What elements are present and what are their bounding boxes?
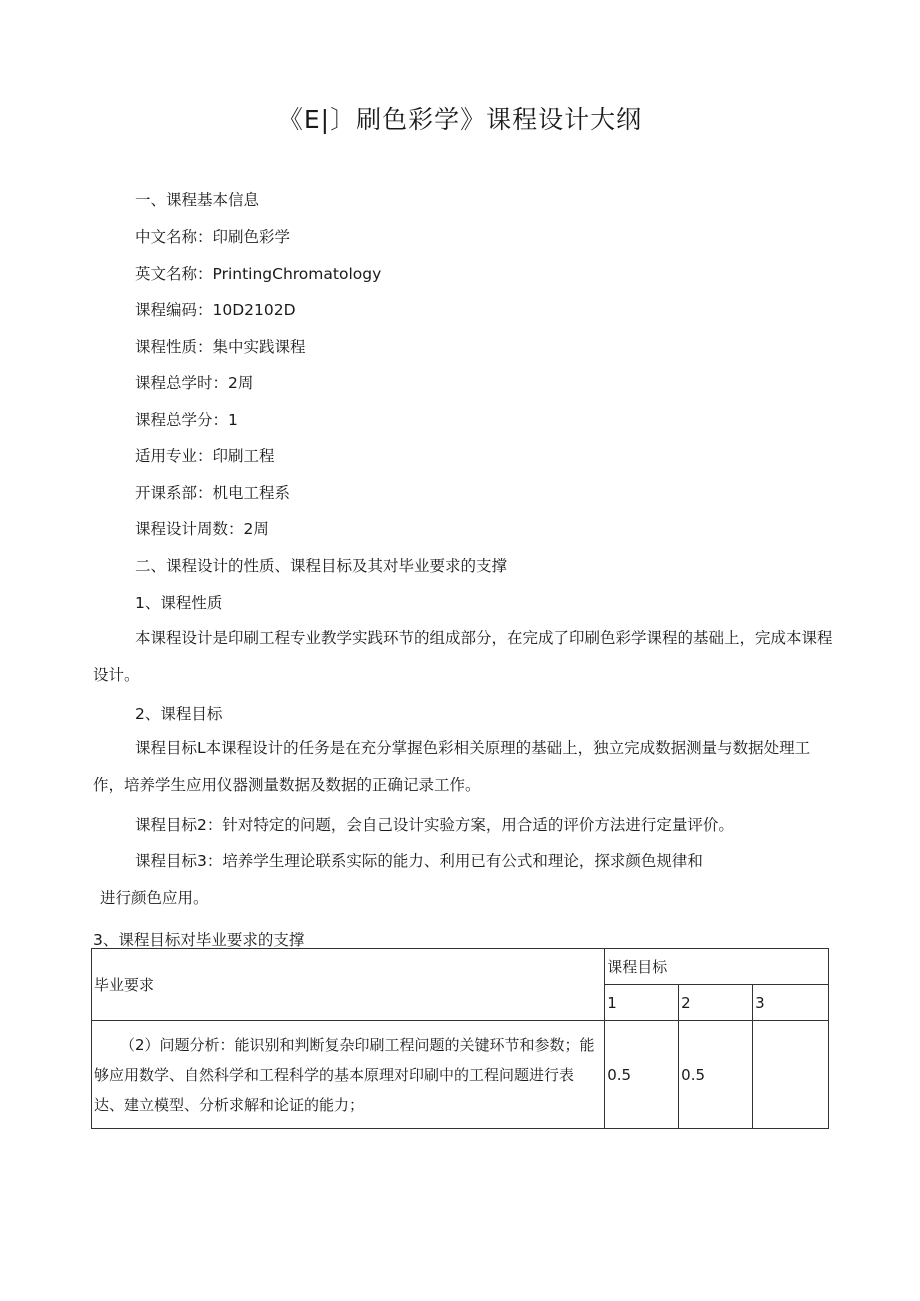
header-goal-2: 2 bbox=[679, 985, 753, 1021]
goal-1-value: 0.5 bbox=[605, 1021, 679, 1129]
goal3-continuation: 进行颜色应用。 bbox=[100, 889, 209, 907]
info-course-code: 课程编码：10D2102D bbox=[135, 301, 296, 319]
goal-3-value bbox=[753, 1021, 829, 1129]
header-requirement: 毕业要求 bbox=[92, 949, 605, 1021]
info-design-weeks: 课程设计周数：2周 bbox=[135, 520, 269, 538]
info-department: 开课系部：机电工程系 bbox=[135, 484, 291, 502]
subsection-nature: 1、课程性质 bbox=[135, 594, 223, 612]
section2-heading: 二、课程设计的性质、课程目标及其对毕业要求的支撑 bbox=[135, 557, 508, 575]
info-english-name: 英文名称：PrintingChromatology bbox=[135, 265, 382, 283]
support-table bbox=[91, 948, 829, 1129]
subsection-goals: 2、课程目标 bbox=[135, 705, 223, 723]
table-row bbox=[92, 1021, 829, 1129]
nature-paragraph: 本课程设计是印刷工程专业教学实践环节的组成部分，在完成了印刷色彩学课程的基础上，完成本课程设计。 bbox=[93, 629, 833, 684]
info-major: 适用专业：印刷工程 bbox=[135, 447, 275, 465]
goal1-paragraph: 课程目标L本课程设计的任务是在充分掌握色彩相关原理的基础上，独立完成数据测量与数据处理工作，培养学生应用仪器测量数据及数据的正确记录工作。 bbox=[93, 739, 811, 794]
info-total-credits: 课程总学分：1 bbox=[135, 411, 238, 429]
header-goal-1: 1 bbox=[605, 985, 679, 1021]
goal2-paragraph: 课程目标2：针对特定的问题，会自己设计实验方案，用合适的评价方法进行定量评价。 bbox=[135, 816, 734, 834]
goal3-paragraph: 课程目标3：培养学生理论联系实际的能力、利用已有公式和理论，探求颜色规律和 bbox=[135, 852, 703, 870]
subsection-support: 3、课程目标对毕业要求的支撑 bbox=[93, 931, 305, 949]
requirement-cell: （2）问题分析：能识别和判断复杂印刷工程问题的关键环节和参数；能够应用数学、自然科学和工程科学的基本原理对印刷中的工程问题进行表达、建立模型、分析求解和论证的能力； bbox=[92, 1021, 605, 1129]
header-course-goals: 课程目标 bbox=[605, 949, 829, 985]
table-header-row bbox=[92, 949, 829, 985]
info-total-hours: 课程总学时：2周 bbox=[135, 374, 254, 392]
goal-2-value: 0.5 bbox=[679, 1021, 753, 1129]
info-course-nature: 课程性质：集中实践课程 bbox=[135, 338, 306, 356]
header-goal-3: 3 bbox=[753, 985, 829, 1021]
info-chinese-name: 中文名称：印刷色彩学 bbox=[135, 228, 291, 246]
document-title: 《E|〕刷色彩学》课程设计大纲 bbox=[277, 105, 643, 134]
section1-heading: 一、课程基本信息 bbox=[135, 191, 260, 209]
